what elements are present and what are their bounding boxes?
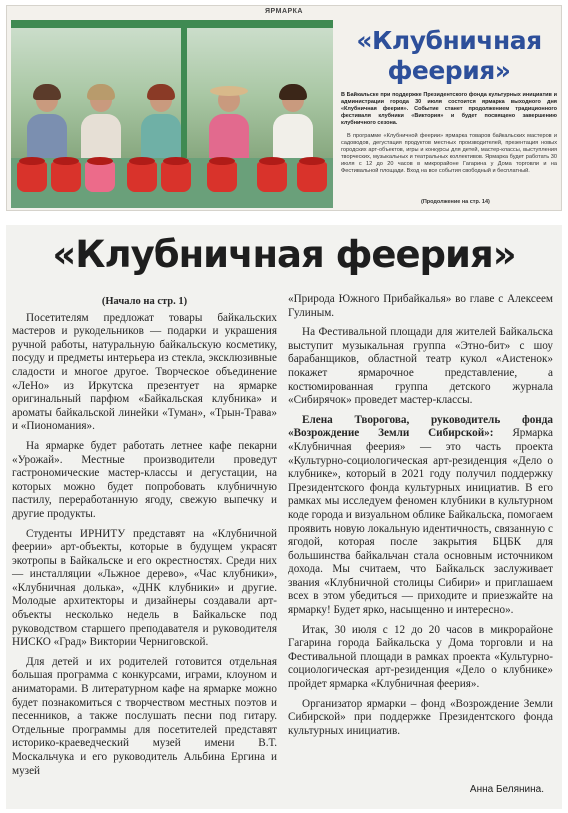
article-paragraph: «Природа Южного Прибайкалья» во главе с Алексеем Гулиным.: [288, 293, 553, 319]
front-lead-text: В Байкальске при поддержке Президентского фонда культурных инициатив и администрации города 30 июля состоится ярмарка выходного дня «Клубничная феерия». Событие станет продолжением традиционного фестиваля клубники «Виктория» и будет посвящено завершению клубничного сезона.: [341, 92, 557, 126]
author-signature: Анна Белянина.: [469, 784, 544, 795]
article-paragraph: На ярмарке будет работать летнее кафе пекарни «Урожай». Местные производители проведут гастрономические мастер-классы и дегустации, на которых можно будет попробовать клубничную пастилу, переработанную ягоду, свежую выпечку и другие продукты.: [12, 439, 277, 520]
strawberry-bucket: [297, 162, 327, 192]
article-paragraph: Для детей и их родителей готовится отдельная большая программа с конкурсами, играми, клоуном и аниматорами. В литературном кафе на ярмарке можно будет познакомиться с творчеством местных поэтов и песенников, а также послушать песни под гитару. Отдельные программы для посетителей представят историко-краеведческий музей имени В.Т. Москальчука и его руководитель Альбина Ергина и музей: [12, 655, 277, 777]
article-clipping: [6, 225, 562, 809]
article-headline: «Клубничная феерия»: [52, 233, 516, 276]
stall-frame-top: [11, 20, 333, 28]
vendor-figure: [27, 88, 67, 162]
quote-paragraph: [288, 414, 553, 618]
article-column-right: [288, 293, 553, 744]
front-headline-line2: феерия»: [387, 56, 511, 85]
article-paragraph: Организатор ярмарки – фонд «Возрождение Земли Сибирской» при поддержке Президентского фонда культурных инициатив.: [288, 697, 553, 737]
vendor-figure: [81, 88, 121, 162]
section-label: ЯРМАРКА: [265, 8, 303, 15]
strawberry-bucket: [207, 162, 237, 192]
strawberry-bucket: [17, 162, 47, 192]
front-headline: [339, 26, 559, 86]
strawberry-bucket: [127, 162, 157, 192]
start-note: (Начало на стр. 1): [101, 296, 188, 307]
article-paragraph: На Фестивальной площади для жителей Байкальска выступит музыкальная группа «Этно-бит» с шоу барабанщиков, областной театр кукол «Аистенок» покажет ярмарочное представление, а костюмированная группа детского журнала «Сибирячок» проведет мастер-классы.: [288, 326, 553, 407]
vendor-figure: [273, 88, 313, 162]
article-column-left: [12, 295, 277, 784]
strawberry-bucket: [257, 162, 287, 192]
article-paragraph: Студенты ИРНИТУ представят на «Клубничной феерии» арт-объекты, которые в будущем украсят экотропы в Байкальске и его окрестностях. Среди них — инсталляции «Льжное дерево», «Час клубники», «Клубничная долька», «ДНК клубники» и другие. Молодые архитекторы и дизайнеры создавали арт-объекты несколько недель в Байкальске под руководством старшего преподавателя и руководителя НИСКО «Град» Виктории Черниговской.: [12, 527, 277, 649]
article-paragraph: Посетителям предложат товары байкальских мастеров и рукодельников — подарки и украшения ручной работы, натуральную байкальскую косметику, посуду и предметы интерьера из стекла, эксклюзивные сладости и многое другое. Творческое объединение «ЛеНо» из Иркутска презентует на ярмарке оригинальный парфюм «Байкальская клубника» и ароматы байкальской линейки «Туман», «Трын-Трава» и «Пиономания».: [12, 311, 277, 433]
strawberry-bucket: [51, 162, 81, 192]
article-paragraph: Итак, 30 июля с 12 до 20 часов в микрорайоне Гагарина города Байкальска у Дома торговли и на Фестивальной площади в рамках проекта «Культурно-социологическая арт-резиденция «Дело о клубнике» пройдет ярмарка «Клубничная феерия».: [288, 623, 553, 691]
front-page-clipping: [6, 5, 562, 211]
quote-speaker: Елена Творогова, руководитель фонда «Возрождение Земли Сибирской»:: [288, 413, 553, 440]
front-body-text: В программе «Клубничной феерии» ярмарка товаров байкальских мастеров и садоводов, дегустация продуктов местных производителей, презентация новых городских арт-объектов, игры и конкурсы для детей, мастер-классы, выступления творческих, музыкальных и театральных коллективов. Ярмарка будет работать 30 июля с 12 до 20 часов в микрорайоне Гагарина у Дома торговли и на Фестивальной площади. Вход на все события свободный и бесплатный.: [341, 133, 557, 174]
vendor-figure: [209, 88, 249, 162]
vendor-figure: [141, 88, 181, 162]
strawberry-bucket: [161, 162, 191, 192]
market-photo: [11, 20, 333, 208]
strawberry-bucket: [85, 162, 115, 192]
quote-text: Ярмарка «Клубничная феерия» — это часть проекта «Культурно-социологическая арт-резиденция «Дело о клубнике», который в 2021 году получил поддержку Президентского фонда культурных инициатив. В его рамках мы исследуем феномен клубники в культурном коде города и визуальном облике Байкальска, помогаем проявить новую локальную идентичность, связанную с ягодой, которая после закрытия БЦБК для большинства байкальчан стала основным источником дохода. Мы считаем, что Байкальск заслуживает звания «Клубничной столицы Сибири» и приглашаем всех в этом убедиться — приходите и приезжайте на ярмарку! Будет ярко, насыщенно и интересно».: [288, 427, 554, 617]
front-headline-line1: «Клубничная: [356, 26, 542, 55]
continue-note: (Продолжение на стр. 14): [421, 199, 490, 205]
